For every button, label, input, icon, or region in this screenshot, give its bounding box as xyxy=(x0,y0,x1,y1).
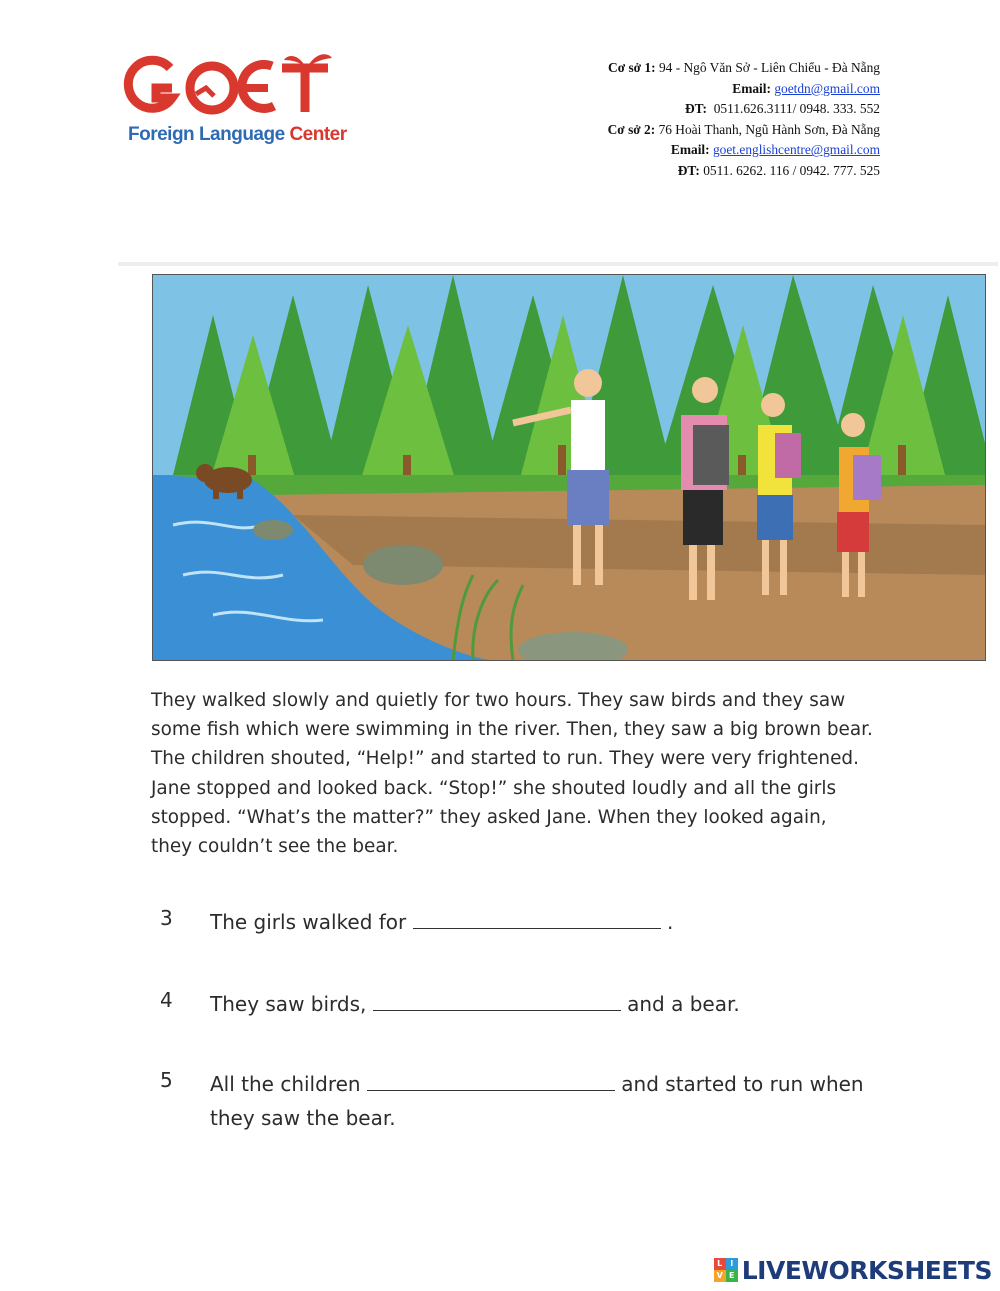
campus1-label: Cơ sở 1: xyxy=(608,60,656,75)
reading-passage xyxy=(151,686,941,861)
passage-line: The children shouted, “Help!” and started to run. They were very frightened. xyxy=(151,748,859,770)
question-text-after: and a bear. xyxy=(620,992,740,1016)
phone2-label: ĐT: xyxy=(677,162,700,178)
email1-link[interactable]: goetdn@gmail.com xyxy=(774,80,880,96)
passage-line: they couldn’t see the bear. xyxy=(151,836,399,858)
question-number: 3 xyxy=(160,906,173,930)
logo-subtitle-accent: Center xyxy=(289,124,347,145)
passage-line: They walked slowly and quietly for two hours. They saw birds and they saw xyxy=(151,690,846,711)
forest-river-scene-icon xyxy=(153,275,985,660)
question-number: 5 xyxy=(160,1068,173,1092)
passage-line: some fish which were swimming in the river. Then, they saw a big brown bear. xyxy=(151,719,873,741)
answer-blank-3[interactable] xyxy=(413,910,661,929)
question-text: All the children xyxy=(210,1072,361,1096)
header-divider xyxy=(118,262,998,266)
question-text-continued: they saw the bear. xyxy=(210,1106,396,1130)
badge-letter: V xyxy=(714,1270,726,1282)
phone2-row xyxy=(608,161,880,182)
contact-info xyxy=(608,58,880,182)
badge-letter: E xyxy=(726,1270,738,1282)
logo-subtitle-main: Foreign Language xyxy=(128,124,290,145)
badge-letter: I xyxy=(726,1258,738,1270)
phone2-value: 0511. 6262. 116 / 0942. 777. 525 xyxy=(703,162,880,178)
question-text-after: and started to run when xyxy=(614,1072,864,1096)
email2-row xyxy=(608,140,880,161)
brand-name: LIVEWORKSHEETS xyxy=(741,1255,992,1285)
question-text: They saw birds, xyxy=(210,992,367,1016)
campus1-row xyxy=(608,58,880,79)
campus2-address: 76 Hoài Thanh, Ngũ Hành Sơn, Đà Nẵng xyxy=(658,121,880,137)
phone1-label: ĐT: xyxy=(684,101,708,117)
goet-logo-icon xyxy=(122,50,337,120)
live-badge-icon xyxy=(714,1258,738,1282)
campus2-label: Cơ sở 2: xyxy=(607,121,656,137)
phone1-row xyxy=(608,99,880,120)
story-illustration xyxy=(152,274,986,661)
phone1-value: 0511.626.3111/ 0948. 333. 552 xyxy=(713,101,880,117)
answer-blank-5[interactable] xyxy=(367,1072,615,1091)
campus1-address: 94 - Ngô Văn Sở - Liên Chiểu - Đà Nẵng xyxy=(658,60,880,75)
badge-letter: L xyxy=(714,1258,726,1270)
liveworksheets-brand xyxy=(714,1254,992,1286)
logo-subtitle xyxy=(128,124,347,146)
email2-link[interactable]: goet.englishcentre@gmail.com xyxy=(712,142,880,158)
answer-blank-4[interactable] xyxy=(373,992,621,1011)
email2-label: Email: xyxy=(670,142,710,158)
question-number: 4 xyxy=(160,988,173,1012)
email1-label: Email: xyxy=(732,80,771,96)
passage-line: stopped. “What’s the matter?” they asked Jane. When they looked again, xyxy=(151,806,827,828)
email1-row xyxy=(608,79,880,100)
passage-line: Jane stopped and looked back. “Stop!” she shouted loudly and all the girls xyxy=(151,777,837,799)
question-text: The girls walked for xyxy=(210,910,407,934)
campus2-row xyxy=(608,120,880,141)
question-text-after: . xyxy=(660,910,674,934)
center-logo xyxy=(122,50,347,155)
